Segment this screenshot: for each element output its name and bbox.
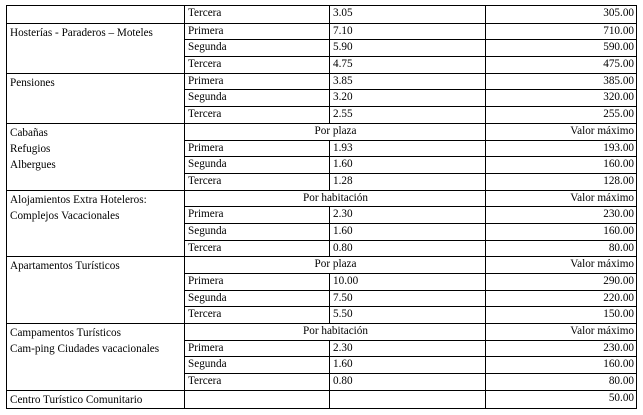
level-cell: Segunda — [185, 90, 330, 107]
category-label-line: Cam-ping Ciudades vacacionales — [10, 343, 160, 356]
max-value-cell: 150.00 — [486, 307, 637, 324]
rate-cell: 2.30 — [330, 340, 486, 357]
level-cell: Tercera — [185, 374, 330, 391]
max-value-cell: 220.00 — [486, 290, 637, 307]
max-value-cell: 230.00 — [486, 207, 637, 224]
table-subheader-row — [7, 190, 637, 207]
rate-cell: 0.80 — [330, 240, 486, 257]
rate-cell: 3.20 — [330, 90, 486, 107]
max-value-cell: 305.00 — [486, 6, 637, 24]
level-cell: Primera — [185, 73, 330, 90]
level-cell: Primera — [185, 207, 330, 224]
max-value-cell: 385.00 — [486, 73, 637, 90]
level-cell: Segunda — [185, 357, 330, 374]
rate-cell: 1.60 — [330, 357, 486, 374]
table-subheader-row — [7, 324, 637, 341]
level-cell: Segunda — [185, 290, 330, 307]
basis-header-cell: Por plaza — [185, 257, 486, 274]
table-row — [7, 390, 637, 408]
rate-cell: 7.10 — [330, 23, 486, 40]
level-cell — [185, 390, 330, 408]
table-subheader-row — [7, 257, 637, 274]
rate-cell: 4.75 — [330, 57, 486, 74]
level-cell: Primera — [185, 23, 330, 40]
basis-header-cell: Por habitación — [185, 324, 486, 341]
max-value-cell: 193.00 — [486, 140, 637, 157]
rate-cell: 7.50 — [330, 290, 486, 307]
tariff-table-body — [7, 6, 637, 409]
max-value-cell: 290.00 — [486, 274, 637, 291]
rate-cell: 2.30 — [330, 207, 486, 224]
max-value-header-cell: Valor máximo — [486, 190, 637, 207]
category-label-line: Cabañas — [10, 126, 48, 139]
max-value-cell: 128.00 — [486, 173, 637, 190]
tariff-table — [6, 5, 637, 409]
category-label-line: Apartamentos Turísticos — [10, 260, 120, 273]
rate-cell: 1.28 — [330, 173, 486, 190]
category-label-line: Albergues — [10, 158, 56, 171]
rate-cell: 1.60 — [330, 223, 486, 240]
max-value-cell: 475.00 — [486, 57, 637, 74]
max-value-cell: 320.00 — [486, 90, 637, 107]
level-cell: Segunda — [185, 223, 330, 240]
max-value-cell: 710.00 — [486, 23, 637, 40]
max-value-cell: 230.00 — [486, 340, 637, 357]
max-value-cell: 255.00 — [486, 107, 637, 124]
basis-header-cell: Por habitación — [185, 190, 486, 207]
category-cell — [7, 324, 185, 391]
category-cell: Centro Turístico Comunitario — [7, 390, 185, 408]
rate-cell — [330, 390, 486, 408]
level-cell: Tercera — [185, 107, 330, 124]
level-cell: Primera — [185, 140, 330, 157]
max-value-cell: 160.00 — [486, 157, 637, 174]
category-cell — [7, 257, 185, 324]
rate-cell: 5.50 — [330, 307, 486, 324]
table-row — [7, 6, 637, 24]
max-value-cell: 80.00 — [486, 374, 637, 391]
rate-cell: 10.00 — [330, 274, 486, 291]
category-label-line: Alojamientos Extra Hoteleros: — [10, 193, 147, 206]
category-label-line: Complejos Vacacionales — [10, 209, 120, 222]
max-value-header-cell: Valor máximo — [486, 324, 637, 341]
category-cell — [7, 6, 185, 24]
rate-cell: 2.55 — [330, 107, 486, 124]
level-cell: Primera — [185, 274, 330, 291]
rate-cell: 3.05 — [330, 6, 486, 24]
category-label-line: Pensiones — [10, 76, 55, 89]
rate-cell: 1.93 — [330, 140, 486, 157]
category-cell — [7, 123, 185, 190]
level-cell: Tercera — [185, 6, 330, 24]
max-value-cell: 160.00 — [486, 223, 637, 240]
category-label-line: Hosterías - Paraderos – Moteles — [10, 26, 153, 39]
level-cell: Segunda — [185, 157, 330, 174]
max-value-cell: 160.00 — [486, 357, 637, 374]
basis-header-cell: Por plaza — [185, 123, 486, 140]
level-cell: Tercera — [185, 57, 330, 74]
category-label-line: Campamentos Turísticos — [10, 327, 121, 340]
table-subheader-row — [7, 123, 637, 140]
max-value-cell: 590.00 — [486, 40, 637, 57]
level-cell: Tercera — [185, 173, 330, 190]
level-cell: Primera — [185, 340, 330, 357]
max-value-cell: 50.00 — [486, 390, 637, 408]
category-cell — [7, 23, 185, 73]
rate-cell: 1.60 — [330, 157, 486, 174]
level-cell: Segunda — [185, 40, 330, 57]
category-cell — [7, 190, 185, 257]
level-cell: Tercera — [185, 307, 330, 324]
table-row — [7, 23, 637, 40]
rate-cell: 5.90 — [330, 40, 486, 57]
rate-cell: 3.85 — [330, 73, 486, 90]
category-cell — [7, 73, 185, 123]
level-cell: Tercera — [185, 240, 330, 257]
category-label-line: Refugios — [10, 142, 51, 155]
table-row — [7, 73, 637, 90]
max-value-cell: 80.00 — [486, 240, 637, 257]
rate-cell: 0.80 — [330, 374, 486, 391]
max-value-header-cell: Valor máximo — [486, 123, 637, 140]
max-value-header-cell: Valor máximo — [486, 257, 637, 274]
